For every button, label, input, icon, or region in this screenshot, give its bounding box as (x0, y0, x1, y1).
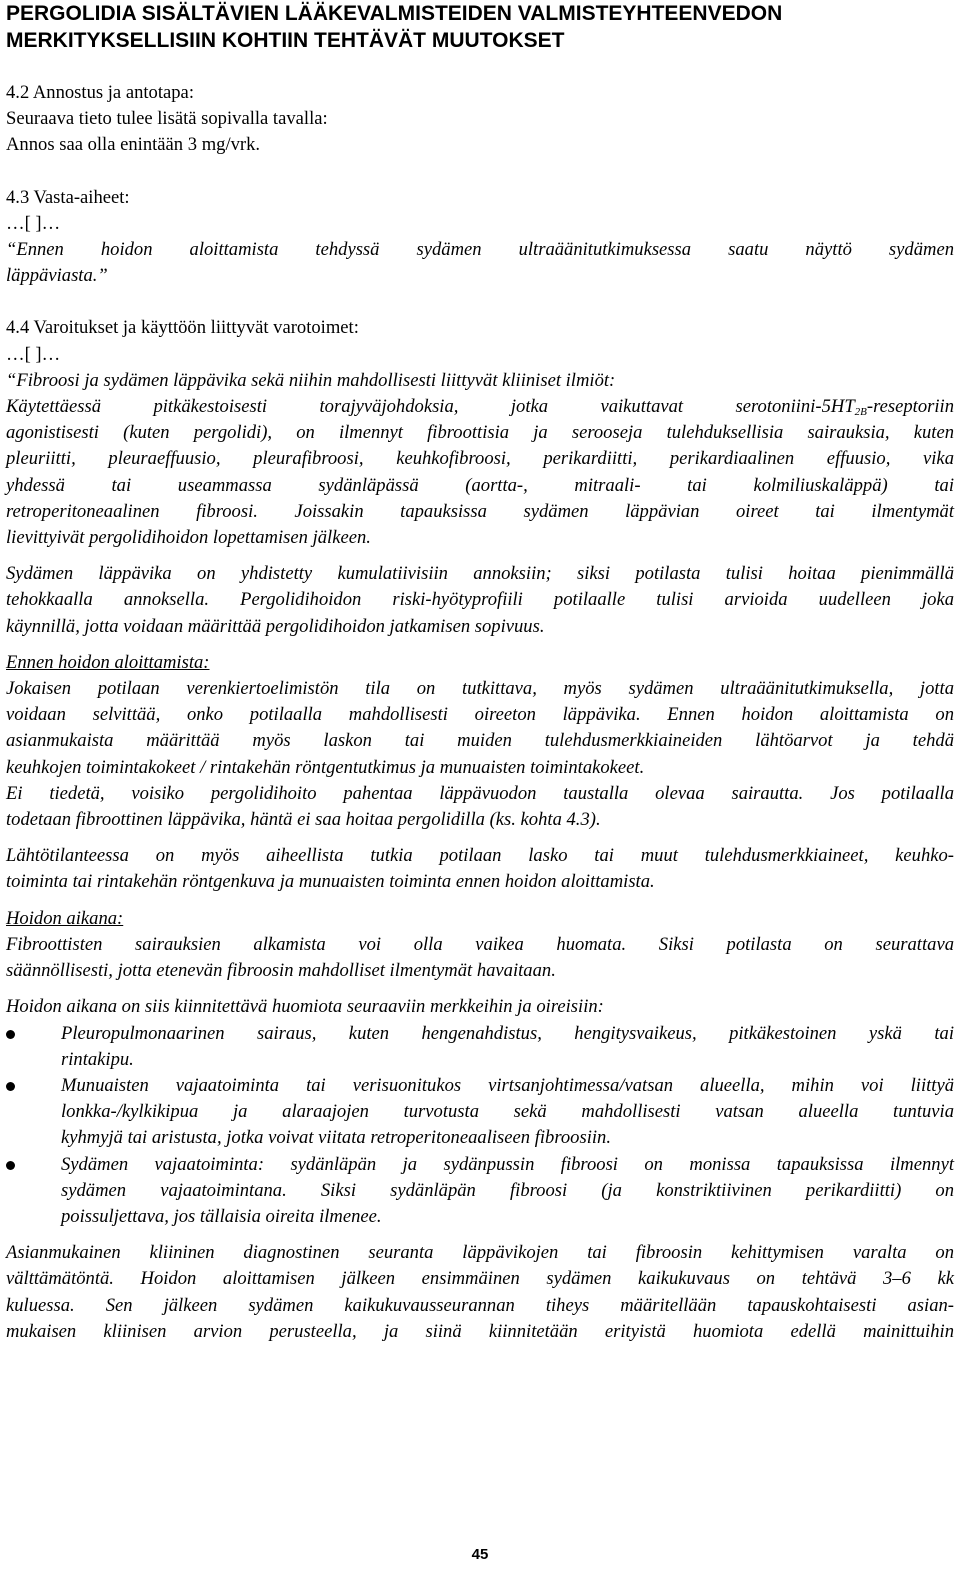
paragraph-cumulative-line-2: tehokkaalla annoksella. Pergolidihoidon riski-hyötyprofiili potilaalle tulisi arvioida uudelleen joka (6, 589, 954, 611)
list-item (6, 1152, 954, 1231)
section-4-2-line-2: Annos saa olla enintään 3 mg/vrk. (6, 134, 261, 156)
paragraph-before-line-3: asianmukaista määrittää myös laskon tai muiden tulehdusmerkkiaineiden lähtöarvot ja tehdä (6, 730, 954, 752)
list-item-line: sydämen vajaatoimintana. Siksi sydänläpän fibroosi (ja konstriktiivinen perikardiitti) on (61, 1179, 954, 1201)
paragraph-before-line-1: Jokaisen potilaan verenkiertoelimistön tila on tutkittava, myös sydämen ultraäänitutkimuksella, jotta (6, 678, 954, 700)
paragraph-fibrosis-line-2: agonistisesti (kuten pergolidi), on ilmennyt fibroottisia ja serooseja tulehduksellisia sairauksia, kuten (6, 422, 954, 444)
section-4-3-text-a: “Ennen hoidon aloittamista tehdyssä sydämen ultraäänitutkimuksessa saatu näyttö sydämen (6, 239, 954, 261)
subscript: 2B (854, 406, 867, 419)
paragraph-fibrosis-line-5: retroperitoneaalinen fibroosi. Joissakin tapauksissa sydämen läppävian oireet tai ilmentymät (6, 500, 954, 522)
paragraph-fibrosis-line-3: pleuriitti, pleuraeffuusio, pleurafibroosi, keuhkofibroosi, perikardiitti, perikardiaalinen effuusio, vika (6, 448, 954, 470)
paragraph-monitoring-line-2: välttämätöntä. Hoidon aloittamisen jälkeen ensimmäinen sydämen kaikukuvaus on tehtävä 3–6 kk (6, 1268, 954, 1290)
paragraph-before-line-6: todetaan fibroottinen läppävika, häntä ei saa hoitaa pergolidilla (ks. kohta 4.3). (6, 809, 601, 831)
section-4-4-heading: 4.4 Varoitukset ja käyttöön liittyvät varotoimet: (6, 317, 359, 339)
paragraph-before-line-4: keuhkojen toimintakokeet / rintakehän röntgentutkimus ja munuaisten toimintakokeet. (6, 756, 645, 778)
paragraph-baseline (6, 843, 954, 895)
section-4-2-heading: 4.2 Annostus ja antotapa: (6, 82, 194, 103)
list-item-line: Sydämen vajaatoiminta: sydänläpän ja sydänpussin fibroosi on monissa tapauksissa ilmennyt (61, 1153, 954, 1175)
paragraph-before-line-5: Ei tiedetä, voisiko pergolidihoito pahentaa läppävuodon taustalla olevaa sairautta. Jos potilaalla (6, 782, 954, 804)
paragraph-before-line-2: voidaan selvittää, onko potilaalla mahdollisesti oireeton läppävika. Ennen hoidon aloittamista on (6, 704, 954, 726)
list-item (6, 1021, 954, 1073)
symptom-list (6, 1021, 954, 1231)
paragraph-during-treatment (6, 932, 954, 984)
paragraph-monitoring-line-4: mukaisen kliinisen arvion perusteella, ja siinä kiinnitetään erityistä huomiota edellä mainittuihin (6, 1320, 954, 1342)
paragraph-before-treatment (6, 676, 954, 833)
paragraph-fibrosis-line-6: lievittyivät pergolidihoidon lopettamisen jälkeen. (6, 527, 371, 549)
list-item-line: rintakipu. (61, 1048, 134, 1070)
section-4-4-subheading: “Fibroosi ja sydämen läppävika sekä niihin mahdollisesti liittyvät kliiniset ilmiöt: (6, 369, 616, 391)
text-fragment: Käytettäessä pitkäkestoisesti torajyväjohdoksia, jotka vaikuttavat serotoniini-5HT (6, 396, 855, 418)
paragraph-during-line-1: Fibroottisten sairauksien alkamista voi olla vaikea huomata. Siksi potilasta on seurattava (6, 933, 954, 955)
during-treatment-heading: Hoidon aikana: (6, 907, 124, 929)
paragraph-monitoring (6, 1240, 954, 1345)
list-item-line: kyhmyjä tai aristusta, jotka voivat viitata retroperitoneaaliseen fibroosiin. (61, 1127, 611, 1149)
list-item-line: Pleuropulmonaarinen sairaus, kuten hengenahdistus, hengitysvaikeus, pitkäkestoinen yskä tai (61, 1022, 954, 1044)
bullet-icon (6, 1161, 15, 1170)
paragraph-monitoring-line-3: kuluessa. Sen jälkeen sydämen kaikukuvausseurannan tiheys määritellään tapauskohtaisesti asian- (6, 1294, 954, 1316)
paragraph-cumulative-line-3: käynnillä, jotta voidaan määrittää pergolidihoidon jatkamisen sopivuus. (6, 615, 545, 637)
section-4-4-ellipsis: …[ ]… (6, 343, 61, 365)
list-item-line: poissuljettava, jos tällaisia oireita ilmenee. (61, 1205, 382, 1227)
section-4-2-line-1: Seuraava tieto tulee lisätä sopivalla tavalla: (6, 108, 328, 130)
paragraph-monitoring-line-1: Asianmukainen kliininen diagnostinen seuranta läppävikojen tai fibroosin kehittymisen varalta on (6, 1242, 954, 1264)
list-item-line: Munuaisten vajaatoiminta tai verisuonitukos virtsanjohtimessa/vatsan alueella, mihin voi liittyä (61, 1074, 954, 1096)
header-line-1: PERGOLIDIA SISÄLTÄVIEN LÄÄKEVALMISTEIDEN VALMISTEYHTEENVEDON (6, 2, 783, 25)
paragraph-fibrosis (6, 394, 954, 551)
document-header (6, 0, 954, 54)
list-item (6, 1073, 954, 1152)
paragraph-fibrosis-line-4: yhdessä tai useammassa sydänläpässä (aortta-, mitraali- tai kolmiliuskaläppä) tai (6, 474, 954, 496)
paragraph-baseline-line-1: Lähtötilanteessa on myös aiheellista tutkia potilaan lasko tai muut tulehdusmerkkiaineet, keuhko- (6, 845, 954, 867)
page-number: 45 (471, 1546, 489, 1563)
paragraph-fibrosis-line-1 (6, 394, 954, 420)
paragraph-signs-intro: Hoidon aikana on siis kiinnitettävä huomiota seuraaviin merkkeihin ja oireisiin: (6, 996, 604, 1018)
text-fragment: -reseptoriin (866, 396, 954, 418)
bullet-icon (6, 1082, 15, 1091)
section-4-3-ellipsis: …[ ]… (6, 212, 61, 234)
header-line-2: MERKITYKSELLISIIN KOHTIIN TEHTÄVÄT MUUTOKSET (6, 29, 565, 52)
before-treatment-heading: Ennen hoidon aloittamista: (6, 651, 210, 673)
paragraph-baseline-line-2: toiminta tai rintakehän röntgenkuva ja munuaisten toiminta ennen hoidon aloittamista. (6, 871, 655, 893)
paragraph-cumulative-line-1: Sydämen läppävika on yhdistetty kumulatiivisiin annoksiin; siksi potilasta tulisi hoitaa pienimmällä (6, 563, 954, 585)
section-4-3-text-b: läppäviasta.” (6, 265, 108, 287)
section-4-4 (6, 315, 954, 1345)
section-4-2 (6, 80, 954, 159)
section-4-3-heading: 4.3 Vasta-aiheet: (6, 186, 130, 208)
section-4-3 (6, 185, 954, 290)
paragraph-during-line-2: säännöllisesti, jotta etenevän fibroosin mahdolliset ilmentymät havaitaan. (6, 960, 556, 982)
list-item-line: lonkka-/kylkikipua ja alaraajojen turvotusta sekä mahdollisesti vatsan alueella tuntuvia (61, 1101, 954, 1123)
paragraph-cumulative (6, 561, 954, 640)
bullet-icon (6, 1030, 15, 1039)
